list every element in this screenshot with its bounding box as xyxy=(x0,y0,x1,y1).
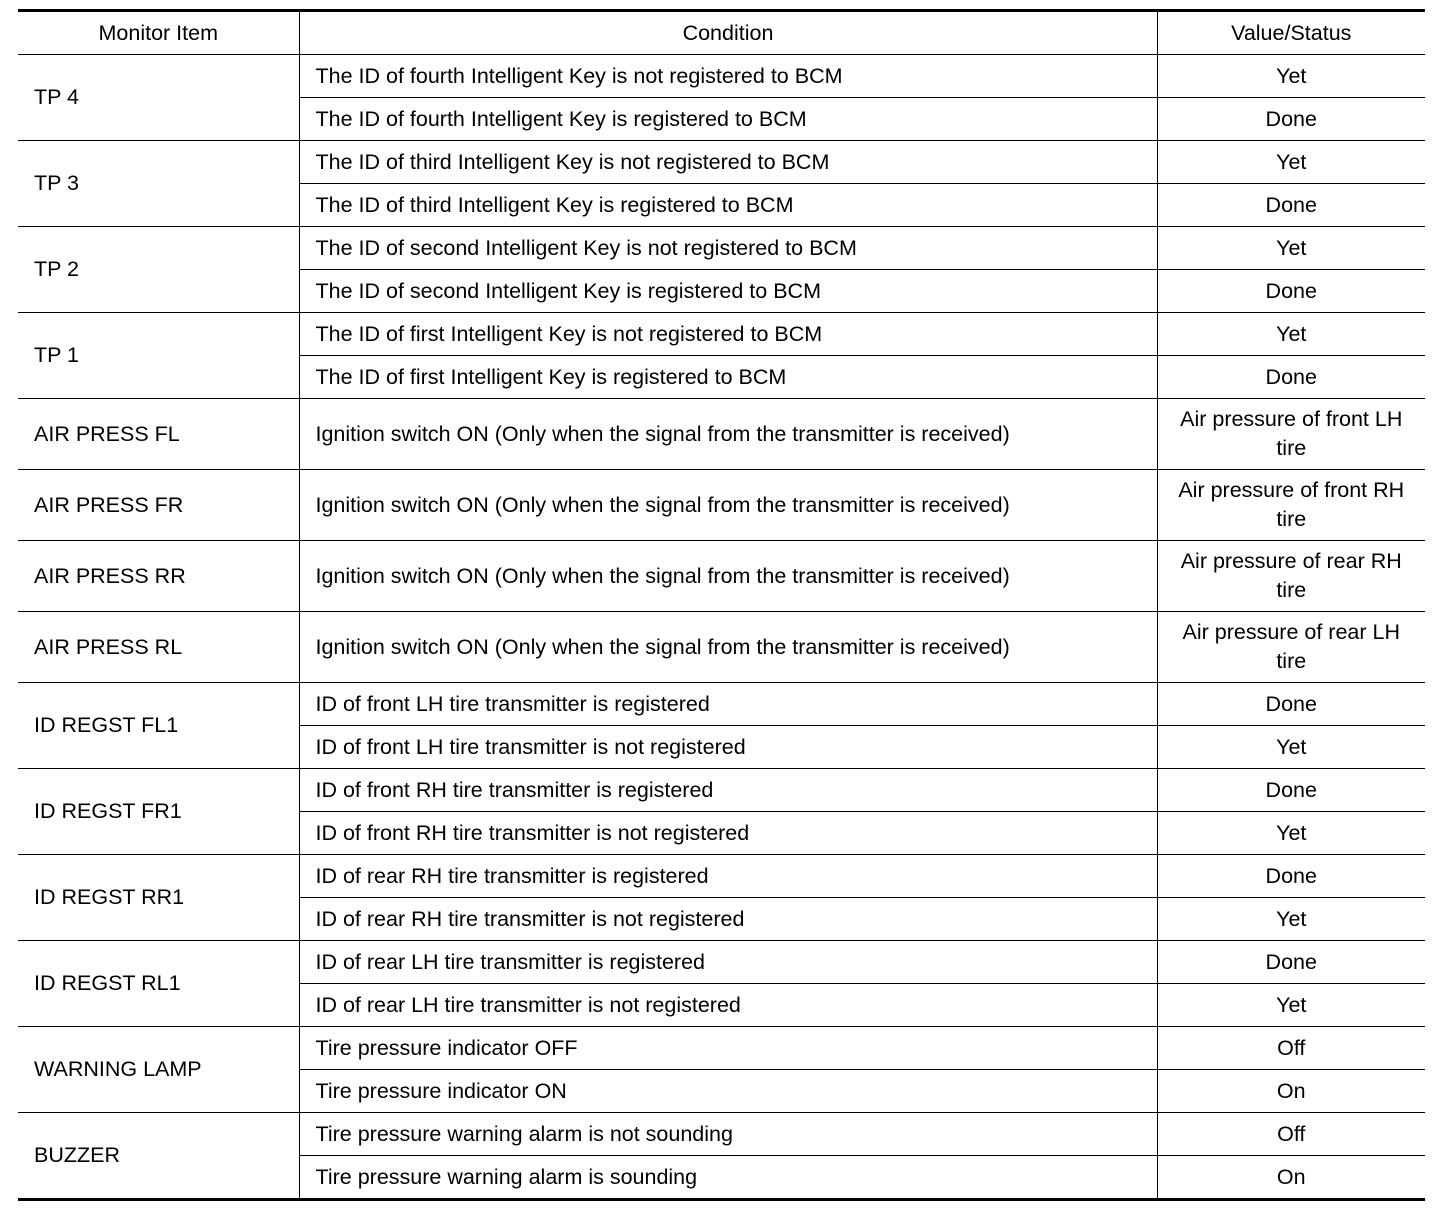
value-status-cell: Off xyxy=(1157,1113,1425,1156)
table-row xyxy=(18,399,1425,470)
condition-cell: Tire pressure indicator OFF xyxy=(299,1027,1157,1070)
condition-cell: Tire pressure warning alarm is sounding xyxy=(299,1156,1157,1200)
monitor-item-cell: AIR PRESS RR xyxy=(18,541,299,612)
monitor-table xyxy=(18,9,1425,1201)
table-row xyxy=(18,55,1425,98)
table-row xyxy=(18,541,1425,612)
value-status-cell: Done xyxy=(1157,941,1425,984)
table-row xyxy=(18,855,1425,898)
table-header-row xyxy=(18,11,1425,55)
value-status-cell: Done xyxy=(1157,184,1425,227)
value-status-cell: Air pressure of rear RH tire xyxy=(1157,541,1425,612)
value-status-cell: Air pressure of front RH tire xyxy=(1157,470,1425,541)
value-status-cell: Yet xyxy=(1157,55,1425,98)
condition-cell: The ID of second Intelligent Key is registered to BCM xyxy=(299,270,1157,313)
condition-cell: The ID of fourth Intelligent Key is not registered to BCM xyxy=(299,55,1157,98)
header-condition: Condition xyxy=(299,11,1157,55)
value-status-cell: Yet xyxy=(1157,898,1425,941)
monitor-item-cell: ID REGST RR1 xyxy=(18,855,299,941)
value-status-cell: Done xyxy=(1157,769,1425,812)
table-row xyxy=(18,769,1425,812)
table-row xyxy=(18,941,1425,984)
value-status-cell: Done xyxy=(1157,356,1425,399)
value-status-cell: On xyxy=(1157,1156,1425,1200)
value-status-cell: Off xyxy=(1157,1027,1425,1070)
condition-cell: ID of rear LH tire transmitter is not registered xyxy=(299,984,1157,1027)
condition-cell: Tire pressure warning alarm is not sounding xyxy=(299,1113,1157,1156)
table-row xyxy=(18,1027,1425,1070)
monitor-item-cell: TP 2 xyxy=(18,227,299,313)
condition-cell: The ID of fourth Intelligent Key is registered to BCM xyxy=(299,98,1157,141)
condition-cell: ID of front RH tire transmitter is not registered xyxy=(299,812,1157,855)
value-status-cell: Air pressure of front LH tire xyxy=(1157,399,1425,470)
monitor-item-cell: TP 4 xyxy=(18,55,299,141)
table-row xyxy=(18,313,1425,356)
table-row xyxy=(18,470,1425,541)
condition-cell: The ID of third Intelligent Key is not registered to BCM xyxy=(299,141,1157,184)
header-value-status: Value/Status xyxy=(1157,11,1425,55)
table-row xyxy=(18,683,1425,726)
monitor-item-cell: AIR PRESS RL xyxy=(18,612,299,683)
table-body xyxy=(18,55,1425,1200)
condition-cell: ID of rear LH tire transmitter is registered xyxy=(299,941,1157,984)
value-status-cell: Yet xyxy=(1157,227,1425,270)
condition-cell: The ID of third Intelligent Key is registered to BCM xyxy=(299,184,1157,227)
condition-cell: The ID of first Intelligent Key is registered to BCM xyxy=(299,356,1157,399)
condition-cell: Ignition switch ON (Only when the signal from the transmitter is received) xyxy=(299,612,1157,683)
monitor-item-cell: ID REGST FL1 xyxy=(18,683,299,769)
condition-cell: ID of front LH tire transmitter is not registered xyxy=(299,726,1157,769)
monitor-item-cell: ID REGST RL1 xyxy=(18,941,299,1027)
value-status-cell: Done xyxy=(1157,855,1425,898)
monitor-item-cell: BUZZER xyxy=(18,1113,299,1200)
condition-cell: ID of rear RH tire transmitter is not registered xyxy=(299,898,1157,941)
monitor-item-cell: AIR PRESS FR xyxy=(18,470,299,541)
monitor-item-cell: TP 3 xyxy=(18,141,299,227)
condition-cell: ID of front RH tire transmitter is registered xyxy=(299,769,1157,812)
monitor-table-container xyxy=(18,9,1425,1201)
condition-cell: Ignition switch ON (Only when the signal from the transmitter is received) xyxy=(299,541,1157,612)
value-status-cell: Yet xyxy=(1157,812,1425,855)
condition-cell: The ID of second Intelligent Key is not registered to BCM xyxy=(299,227,1157,270)
table-row xyxy=(18,227,1425,270)
table-row xyxy=(18,1113,1425,1156)
table-row xyxy=(18,141,1425,184)
value-status-cell: Yet xyxy=(1157,141,1425,184)
monitor-item-cell: ID REGST FR1 xyxy=(18,769,299,855)
value-status-cell: Yet xyxy=(1157,984,1425,1027)
value-status-cell: On xyxy=(1157,1070,1425,1113)
monitor-item-cell: WARNING LAMP xyxy=(18,1027,299,1113)
condition-cell: Tire pressure indicator ON xyxy=(299,1070,1157,1113)
condition-cell: Ignition switch ON (Only when the signal from the transmitter is received) xyxy=(299,470,1157,541)
condition-cell: Ignition switch ON (Only when the signal from the transmitter is received) xyxy=(299,399,1157,470)
table-row xyxy=(18,612,1425,683)
value-status-cell: Air pressure of rear LH tire xyxy=(1157,612,1425,683)
value-status-cell: Done xyxy=(1157,98,1425,141)
monitor-item-cell: TP 1 xyxy=(18,313,299,399)
value-status-cell: Yet xyxy=(1157,313,1425,356)
condition-cell: ID of rear RH tire transmitter is registered xyxy=(299,855,1157,898)
header-monitor-item: Monitor Item xyxy=(18,11,299,55)
condition-cell: The ID of first Intelligent Key is not registered to BCM xyxy=(299,313,1157,356)
value-status-cell: Yet xyxy=(1157,726,1425,769)
monitor-item-cell: AIR PRESS FL xyxy=(18,399,299,470)
condition-cell: ID of front LH tire transmitter is registered xyxy=(299,683,1157,726)
value-status-cell: Done xyxy=(1157,270,1425,313)
value-status-cell: Done xyxy=(1157,683,1425,726)
